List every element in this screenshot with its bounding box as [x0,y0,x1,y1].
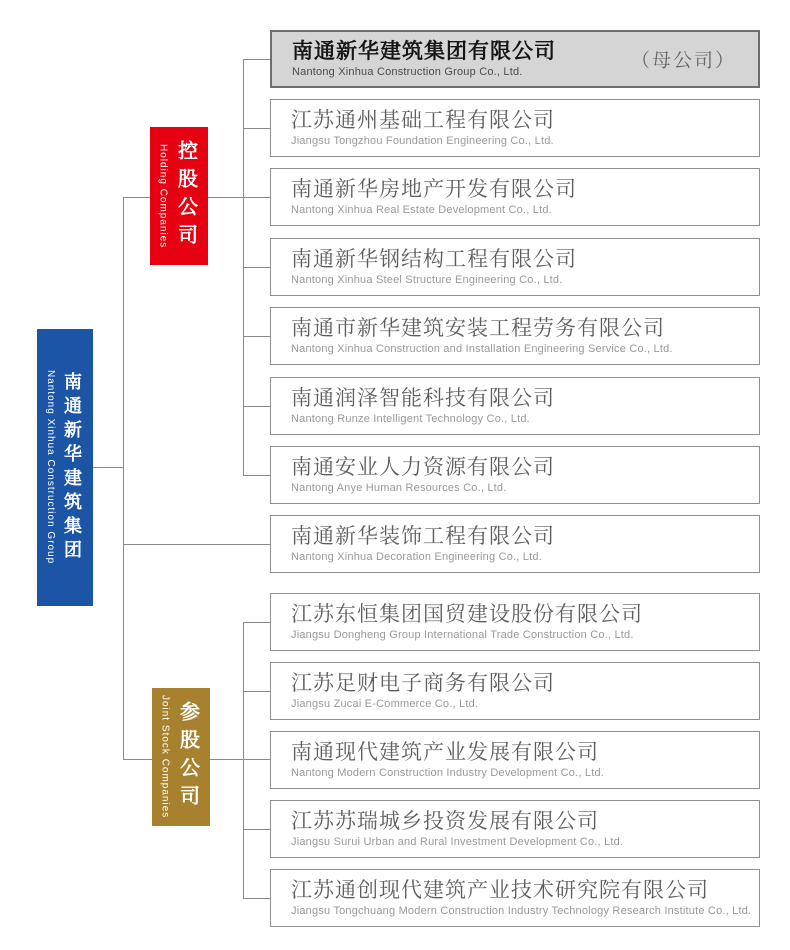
connector-stub [243,829,272,830]
company-name-zh: 南通安业人力资源有限公司 [291,455,555,479]
branch-joint-label-en: Joint Stock Companies [159,695,171,819]
connector-stub [243,128,272,129]
branch-joint-label [152,688,210,826]
group-root-label [37,329,93,606]
company-name-zh: 南通新华钢结构工程有限公司 [291,247,577,271]
company-name-en: Nantong Xinhua Construction and Installation Engineering Service Co., Ltd. [291,343,673,356]
connector-stub [243,267,272,268]
company-name-en: Nantong Modern Construction Industry Development Co., Ltd. [291,767,605,780]
company-name-zh: 南通市新华建筑安装工程劳务有限公司 [291,316,665,340]
company-name-zh: 南通新华房地产开发有限公司 [291,177,577,201]
company-name-zh: 南通润泽智能科技有限公司 [291,386,555,410]
connector-stub [243,898,272,899]
company-name-en: Jiangsu Dongheng Group International Trade Construction Co., Ltd. [291,629,634,642]
company-name-en: Nantong Runze Intelligent Technology Co., Ltd. [291,413,530,426]
branch-joint-label-zh: 参股公司 [176,701,199,813]
company-box [270,377,760,435]
company-name-zh: 江苏东恒集团国贸建设股份有限公司 [291,602,643,626]
company-name-zh: 南通现代建筑产业发展有限公司 [291,740,599,764]
connector-stub [243,59,272,60]
company-name-en: Nantong Xinhua Construction Group Co., Ltd. [292,66,523,79]
branch-holding-label-en: Holding Companies [157,143,169,249]
parent-note: （母公司） [630,50,736,72]
company-name-en: Jiangsu Tongzhou Foundation Engineering Co., Ltd. [291,135,554,148]
company-name-zh: 江苏苏瑞城乡投资发展有限公司 [291,809,599,833]
connector-joint-distributor [243,622,244,899]
company-name-en: Jiangsu Zucai E-Commerce Co., Ltd. [291,698,479,711]
branch-holding-label [150,127,208,265]
connector-stub [243,691,272,692]
company-box [270,869,760,927]
company-name-zh: 江苏足财电子商务有限公司 [291,671,555,695]
company-box [270,30,760,88]
group-root-label-en: Nantong Xinhua Construction Group [45,370,56,565]
company-box [270,800,760,858]
company-name-en: Jiangsu Tongchuang Modern Construction Industry Technology Research Institute Co., Ltd. [291,905,752,918]
company-name-en: Nantong Xinhua Steel Structure Engineering Co., Ltd. [291,274,563,287]
company-name-zh: 江苏通创现代建筑产业技术研究院有限公司 [291,878,709,902]
company-name-en: Jiangsu Surui Urban and Rural Investment Development Co., Ltd. [291,836,624,849]
company-name-en: Nantong Anye Human Resources Co., Ltd. [291,482,507,495]
company-name-zh: 南通新华装饰工程有限公司 [291,524,555,548]
company-name-zh: 江苏通州基础工程有限公司 [291,108,555,132]
company-box [270,238,760,296]
connector-direct-company [124,544,272,545]
connector-stub [243,336,272,337]
company-name-en: Nantong Xinhua Real Estate Development Co., Ltd. [291,204,552,217]
company-name-en: Nantong Xinhua Decoration Engineering Co., Ltd. [291,551,542,564]
company-box [270,515,760,573]
connector-trunk [123,197,124,760]
company-box [270,593,760,651]
company-box [270,168,760,226]
connector-stub [243,406,272,407]
group-root-label-zh: 南通新华建筑集团 [62,371,82,564]
company-box [270,662,760,720]
company-name-zh: 南通新华建筑集团有限公司 [292,39,556,63]
branch-holding-label-zh: 控股公司 [174,140,197,252]
company-box [270,731,760,789]
company-box [270,99,760,157]
connector-stub [243,475,272,476]
company-box [270,307,760,365]
connector-stub [243,622,272,623]
company-box [270,446,760,504]
connector-root-to-trunk [93,467,124,468]
